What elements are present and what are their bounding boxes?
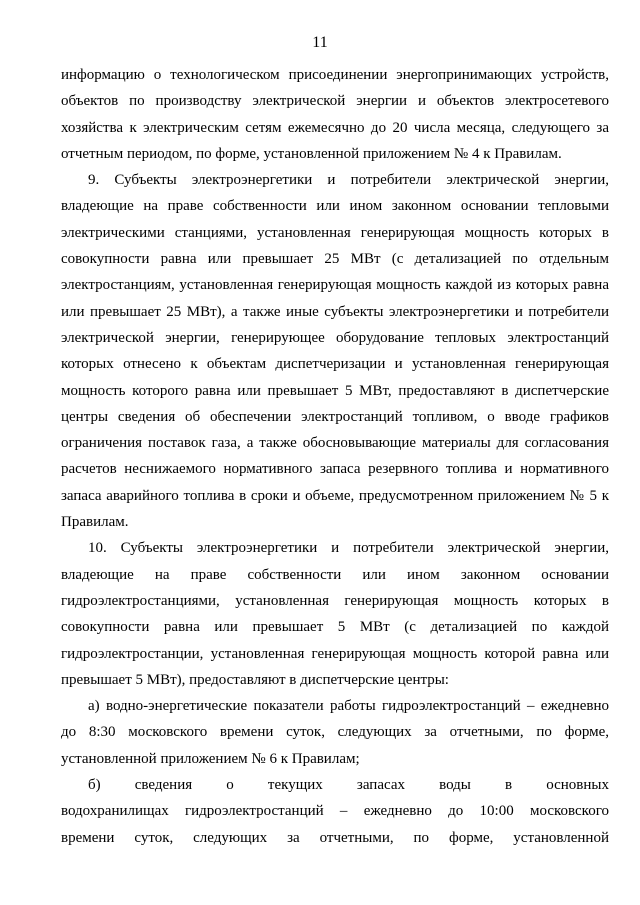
text-line: хозяйства к электрическим сетям ежемесячно до 20 числа месяца, следующего за [61,119,609,136]
text-line: совокупности равна или превышает 5 МВт (с детализацией по каждой [61,619,609,636]
text-line: центры сведения об обеспечении электростанций топливом, о вводе графиков [61,408,609,425]
text-line: времени суток, следующих за отчетными, по форме, установленной [61,829,609,846]
text-line: электрическими станциями, установленная генерирующая мощность которых в [61,224,609,241]
text-line: владеющие на праве собственности или ином законном основании [61,566,609,583]
text-line: ограничения поставок газа, а также обосновывающие материалы для согласования [61,435,609,452]
text-line: Правилам. [61,514,129,531]
text-line: расчетов неснижаемого нормативного запаса резервного топлива и нормативного [61,461,609,478]
text-line: мощность которого равна или превышает 5 МВт, предоставляют в диспетчерские [61,382,609,399]
text-line: информацию о технологическом присоединении энергопринимающих устройств, [61,67,609,83]
text-line: превышает 5 МВт), предоставляют в диспетчерские центры: [61,671,449,688]
text-line: владеющие на праве собственности или ином законном основании тепловыми [61,198,609,215]
text-line: гидроэлектростанциями, установленная генерирующая мощность которых в [61,592,609,609]
text-line: объектов по производству электрической энергии и объектов электросетевого [61,93,609,110]
page-number: 11 [312,34,328,51]
text-line: или превышает 25 МВт), а также иные субъекты электроэнергетики и потребители [61,303,609,320]
text-line: которых отнесено к объектам диспетчеризации и установленная генерирующая [61,356,609,373]
text-line: отчетным периодом, по форме, установленной приложением № 4 к Правилам. [61,145,562,162]
text-line: 10. Субъекты электроэнергетики и потребители электрической энергии, [88,540,609,557]
document-body [61,62,609,851]
text-line: б) сведения о текущих запасах воды в основных [88,777,609,794]
text-line: водохранилищах гидроэлектростанций – ежедневно до 10:00 московского [61,803,609,820]
text-line: до 8:30 московского времени суток, следующих за отчетными, по форме, [61,724,609,741]
text-line: а) водно-энергетические показатели работы гидроэлектростанций – ежедневно [88,698,609,715]
text-line: совокупности равна или превышает 25 МВт (с детализацией по отдельным [61,251,609,268]
text-line: электрической энергии, генерирующее оборудование тепловых электростанций [61,329,609,346]
text-line: установленной приложением № 6 к Правилам; [61,750,360,767]
text-line: запаса аварийного топлива в сроки и объеме, предусмотренном приложением № 5 к [61,487,609,504]
text-line: электростанциям, установленная генерирующая мощность каждой из которых равна [61,277,609,294]
text-line: гидроэлектростанции, установленная генерирующая мощность которой равна или [61,645,609,662]
text-line: 9. Субъекты электроэнергетики и потребители электрической энергии, [88,172,609,189]
